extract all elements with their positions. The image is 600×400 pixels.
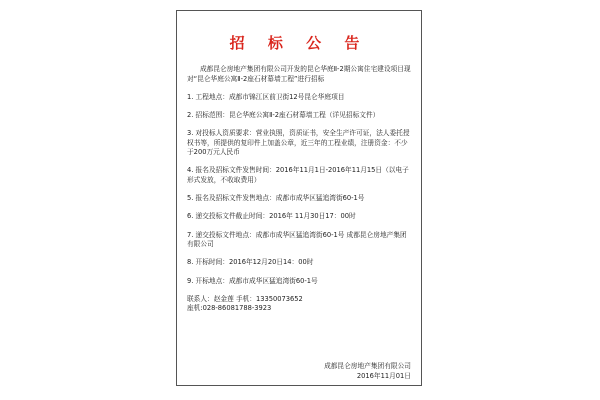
notice-item-submission-place: 7. 递交投标文件地点：成都市成华区猛追湾街60-1号 成都昆仑房地产集团有限公司 [187, 230, 407, 249]
notice-item-registration-time: 4. 报名及招标文件发售时间：2016年11月1日-2016年11月15日（以电子形式发放，不收取费用） [187, 166, 409, 185]
notice-item-scope: 2. 招标范围：昆仑华庭公寓Ⅱ-2座石材幕墙工程（详见招标文件） [187, 110, 380, 119]
contact-person: 联系人：赵金莲 手机：13350073652 [187, 294, 303, 303]
signature-block [324, 362, 411, 382]
notice-item-location: 1. 工程地点：成都市锦江区前卫街12号昆仑华庭项目 [187, 92, 345, 101]
notice-intro: 成都昆仑房地产集团有限公司开发的昆仑华庭Ⅱ-2期公寓住宅建设项目现对“昆仑华庭公寓Ⅱ-2座石材幕墙工程”进行招标 [187, 65, 411, 83]
signature-company: 成都昆仑房地产集团有限公司 [324, 362, 411, 370]
notice-item-registration-place: 5. 报名及招标文件发售地点：成都市成华区猛追湾街60-1号 [187, 194, 365, 203]
signature-date: 2016年11月01日 [356, 371, 411, 380]
notice-item-opening-place: 9. 开标地点：成都市成华区猛追湾街60-1号 [187, 276, 318, 285]
notice-item-deadline: 6. 递交投标文件截止时间：2016年 11月30日17：00时 [187, 212, 356, 221]
tender-notice [176, 10, 422, 386]
notice-item-opening-time: 8. 开标时间：2016年12月20日14：00时 [187, 258, 314, 267]
notice-body [187, 65, 411, 314]
notice-item-qualification: 3. 对投标人资质要求：营业执照，资质证书，安全生产许可证，法人委托授权书等，所提供的复印件上加盖公章，近三年的工程业绩，注册资金：不少于200万元人民币 [187, 128, 410, 157]
contact-phone: 座机:028-86081788-3923 [187, 304, 272, 313]
notice-title: 招 标 公 告 [229, 34, 369, 52]
